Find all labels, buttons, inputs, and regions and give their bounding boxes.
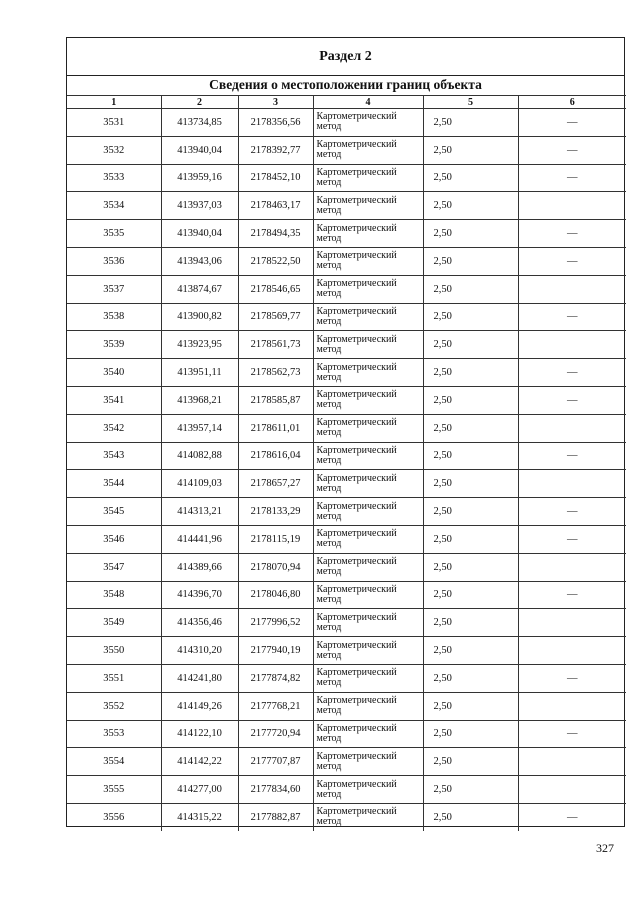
x-coordinate-cell: 414356,46 xyxy=(161,609,238,637)
accuracy-cell: 2,50 xyxy=(423,776,518,804)
point-number-cell: 3546 xyxy=(67,525,161,553)
x-coordinate-cell: 413940,04 xyxy=(161,220,238,248)
method-cell: Картометрический метод xyxy=(313,275,423,303)
point-number-cell: 3550 xyxy=(67,637,161,665)
section-subtitle: Сведения о местоположении границ объекта xyxy=(67,75,624,96)
x-coordinate-cell: 414122,10 xyxy=(161,720,238,748)
method-cell: Картометрический метод xyxy=(313,525,423,553)
point-number-cell: 3535 xyxy=(67,220,161,248)
accuracy-cell: 2,50 xyxy=(423,414,518,442)
x-coordinate-cell: 414149,26 xyxy=(161,692,238,720)
x-coordinate-cell: 414277,00 xyxy=(161,776,238,804)
method-cell: Картометрический метод xyxy=(313,470,423,498)
table-row xyxy=(67,414,626,442)
point-number-cell: 3544 xyxy=(67,470,161,498)
description-cell xyxy=(518,414,626,442)
column-header: 1 xyxy=(67,96,161,109)
table-row xyxy=(67,609,626,637)
description-cell: — xyxy=(518,247,626,275)
description-cell: — xyxy=(518,803,626,830)
boundary-table xyxy=(67,95,626,831)
table-row xyxy=(67,275,626,303)
description-cell: — xyxy=(518,525,626,553)
y-coordinate-cell: 2178070,94 xyxy=(238,553,313,581)
x-coordinate-cell: 413951,11 xyxy=(161,359,238,387)
accuracy-cell: 2,50 xyxy=(423,720,518,748)
column-number-row xyxy=(67,96,626,109)
table-row xyxy=(67,664,626,692)
accuracy-cell: 2,50 xyxy=(423,442,518,470)
y-coordinate-cell: 2178522,50 xyxy=(238,247,313,275)
y-coordinate-cell: 2177768,21 xyxy=(238,692,313,720)
method-cell: Картометрический метод xyxy=(313,109,423,137)
accuracy-cell: 2,50 xyxy=(423,275,518,303)
table-row xyxy=(67,359,626,387)
column-header: 6 xyxy=(518,96,626,109)
table-row xyxy=(67,498,626,526)
x-coordinate-cell: 414441,96 xyxy=(161,525,238,553)
method-cell: Картометрический метод xyxy=(313,581,423,609)
x-coordinate-cell: 413968,21 xyxy=(161,386,238,414)
point-number-cell: 3532 xyxy=(67,136,161,164)
y-coordinate-cell: 2178616,04 xyxy=(238,442,313,470)
point-number-cell: 3533 xyxy=(67,164,161,192)
y-coordinate-cell: 2178115,19 xyxy=(238,525,313,553)
method-cell: Картометрический метод xyxy=(313,164,423,192)
description-cell: — xyxy=(518,386,626,414)
table-row xyxy=(67,247,626,275)
point-number-cell: 3555 xyxy=(67,776,161,804)
x-coordinate-cell: 413874,67 xyxy=(161,275,238,303)
x-coordinate-cell: 414142,22 xyxy=(161,748,238,776)
page-number: 327 xyxy=(596,841,614,855)
method-cell: Картометрический метод xyxy=(313,637,423,665)
description-cell xyxy=(518,748,626,776)
y-coordinate-cell: 2178133,29 xyxy=(238,498,313,526)
y-coordinate-cell: 2177720,94 xyxy=(238,720,313,748)
y-coordinate-cell: 2177996,52 xyxy=(238,609,313,637)
point-number-cell: 3548 xyxy=(67,581,161,609)
method-cell: Картометрический метод xyxy=(313,498,423,526)
accuracy-cell: 2,50 xyxy=(423,664,518,692)
x-coordinate-cell: 414109,03 xyxy=(161,470,238,498)
y-coordinate-cell: 2178657,27 xyxy=(238,470,313,498)
point-number-cell: 3537 xyxy=(67,275,161,303)
table-row xyxy=(67,164,626,192)
section-title: Раздел 2 xyxy=(67,38,624,76)
description-cell xyxy=(518,275,626,303)
y-coordinate-cell: 2178356,56 xyxy=(238,109,313,137)
description-cell xyxy=(518,692,626,720)
accuracy-cell: 2,50 xyxy=(423,692,518,720)
table-row xyxy=(67,303,626,331)
point-number-cell: 3541 xyxy=(67,386,161,414)
method-cell: Картометрический метод xyxy=(313,692,423,720)
description-cell: — xyxy=(518,498,626,526)
accuracy-cell: 2,50 xyxy=(423,553,518,581)
table-row xyxy=(67,442,626,470)
table-row xyxy=(67,692,626,720)
x-coordinate-cell: 413923,95 xyxy=(161,331,238,359)
column-header: 4 xyxy=(313,96,423,109)
table-row xyxy=(67,748,626,776)
x-coordinate-cell: 413943,06 xyxy=(161,247,238,275)
y-coordinate-cell: 2178463,17 xyxy=(238,192,313,220)
table-row xyxy=(67,220,626,248)
y-coordinate-cell: 2178046,80 xyxy=(238,581,313,609)
table-row xyxy=(67,136,626,164)
description-cell: — xyxy=(518,303,626,331)
point-number-cell: 3534 xyxy=(67,192,161,220)
accuracy-cell: 2,50 xyxy=(423,525,518,553)
column-header: 3 xyxy=(238,96,313,109)
table-row xyxy=(67,109,626,137)
point-number-cell: 3536 xyxy=(67,247,161,275)
description-cell xyxy=(518,331,626,359)
accuracy-cell: 2,50 xyxy=(423,386,518,414)
method-cell: Картометрический метод xyxy=(313,442,423,470)
point-number-cell: 3551 xyxy=(67,664,161,692)
description-cell: — xyxy=(518,359,626,387)
method-cell: Картометрический метод xyxy=(313,386,423,414)
description-cell: — xyxy=(518,164,626,192)
y-coordinate-cell: 2178561,73 xyxy=(238,331,313,359)
y-coordinate-cell: 2178546,65 xyxy=(238,275,313,303)
point-number-cell: 3553 xyxy=(67,720,161,748)
description-cell: — xyxy=(518,220,626,248)
method-cell: Картометрический метод xyxy=(313,553,423,581)
method-cell: Картометрический метод xyxy=(313,748,423,776)
x-coordinate-cell: 413900,82 xyxy=(161,303,238,331)
description-cell: — xyxy=(518,720,626,748)
accuracy-cell: 2,50 xyxy=(423,192,518,220)
description-cell xyxy=(518,553,626,581)
y-coordinate-cell: 2178562,73 xyxy=(238,359,313,387)
table-row xyxy=(67,525,626,553)
table-row xyxy=(67,720,626,748)
column-header: 2 xyxy=(161,96,238,109)
point-number-cell: 3538 xyxy=(67,303,161,331)
table-row xyxy=(67,637,626,665)
accuracy-cell: 2,50 xyxy=(423,136,518,164)
description-cell: — xyxy=(518,442,626,470)
accuracy-cell: 2,50 xyxy=(423,470,518,498)
document-frame xyxy=(66,37,625,827)
method-cell: Картометрический метод xyxy=(313,247,423,275)
accuracy-cell: 2,50 xyxy=(423,498,518,526)
x-coordinate-cell: 414310,20 xyxy=(161,637,238,665)
x-coordinate-cell: 413959,16 xyxy=(161,164,238,192)
method-cell: Картометрический метод xyxy=(313,776,423,804)
table-row xyxy=(67,581,626,609)
table-row xyxy=(67,553,626,581)
y-coordinate-cell: 2177882,87 xyxy=(238,803,313,830)
table-row xyxy=(67,331,626,359)
accuracy-cell: 2,50 xyxy=(423,803,518,830)
point-number-cell: 3554 xyxy=(67,748,161,776)
point-number-cell: 3540 xyxy=(67,359,161,387)
x-coordinate-cell: 414241,80 xyxy=(161,664,238,692)
point-number-cell: 3543 xyxy=(67,442,161,470)
y-coordinate-cell: 2178585,87 xyxy=(238,386,313,414)
point-number-cell: 3545 xyxy=(67,498,161,526)
table-row xyxy=(67,803,626,830)
accuracy-cell: 2,50 xyxy=(423,303,518,331)
column-header: 5 xyxy=(423,96,518,109)
accuracy-cell: 2,50 xyxy=(423,247,518,275)
description-cell: — xyxy=(518,664,626,692)
accuracy-cell: 2,50 xyxy=(423,359,518,387)
method-cell: Картометрический метод xyxy=(313,136,423,164)
x-coordinate-cell: 414389,66 xyxy=(161,553,238,581)
y-coordinate-cell: 2178392,77 xyxy=(238,136,313,164)
method-cell: Картометрический метод xyxy=(313,609,423,637)
method-cell: Картометрический метод xyxy=(313,220,423,248)
description-cell xyxy=(518,776,626,804)
y-coordinate-cell: 2178611,01 xyxy=(238,414,313,442)
point-number-cell: 3552 xyxy=(67,692,161,720)
method-cell: Картометрический метод xyxy=(313,192,423,220)
point-number-cell: 3549 xyxy=(67,609,161,637)
table-row xyxy=(67,192,626,220)
x-coordinate-cell: 414396,70 xyxy=(161,581,238,609)
accuracy-cell: 2,50 xyxy=(423,581,518,609)
table-row xyxy=(67,386,626,414)
y-coordinate-cell: 2177834,60 xyxy=(238,776,313,804)
y-coordinate-cell: 2178452,10 xyxy=(238,164,313,192)
accuracy-cell: 2,50 xyxy=(423,748,518,776)
description-cell: — xyxy=(518,136,626,164)
accuracy-cell: 2,50 xyxy=(423,331,518,359)
table-row xyxy=(67,776,626,804)
y-coordinate-cell: 2177874,82 xyxy=(238,664,313,692)
description-cell xyxy=(518,470,626,498)
x-coordinate-cell: 414313,21 xyxy=(161,498,238,526)
accuracy-cell: 2,50 xyxy=(423,637,518,665)
point-number-cell: 3547 xyxy=(67,553,161,581)
y-coordinate-cell: 2177707,87 xyxy=(238,748,313,776)
x-coordinate-cell: 413937,03 xyxy=(161,192,238,220)
method-cell: Картометрический метод xyxy=(313,803,423,830)
method-cell: Картометрический метод xyxy=(313,664,423,692)
y-coordinate-cell: 2178569,77 xyxy=(238,303,313,331)
x-coordinate-cell: 414082,88 xyxy=(161,442,238,470)
x-coordinate-cell: 413734,85 xyxy=(161,109,238,137)
method-cell: Картометрический метод xyxy=(313,359,423,387)
y-coordinate-cell: 2178494,35 xyxy=(238,220,313,248)
accuracy-cell: 2,50 xyxy=(423,609,518,637)
method-cell: Картометрический метод xyxy=(313,331,423,359)
description-cell xyxy=(518,609,626,637)
accuracy-cell: 2,50 xyxy=(423,109,518,137)
method-cell: Картометрический метод xyxy=(313,303,423,331)
y-coordinate-cell: 2177940,19 xyxy=(238,637,313,665)
point-number-cell: 3539 xyxy=(67,331,161,359)
x-coordinate-cell: 413940,04 xyxy=(161,136,238,164)
method-cell: Картометрический метод xyxy=(313,720,423,748)
point-number-cell: 3531 xyxy=(67,109,161,137)
description-cell: — xyxy=(518,581,626,609)
x-coordinate-cell: 413957,14 xyxy=(161,414,238,442)
accuracy-cell: 2,50 xyxy=(423,220,518,248)
description-cell xyxy=(518,637,626,665)
method-cell: Картометрический метод xyxy=(313,414,423,442)
x-coordinate-cell: 414315,22 xyxy=(161,803,238,830)
table-row xyxy=(67,470,626,498)
point-number-cell: 3556 xyxy=(67,803,161,830)
point-number-cell: 3542 xyxy=(67,414,161,442)
accuracy-cell: 2,50 xyxy=(423,164,518,192)
description-cell: — xyxy=(518,109,626,137)
description-cell xyxy=(518,192,626,220)
